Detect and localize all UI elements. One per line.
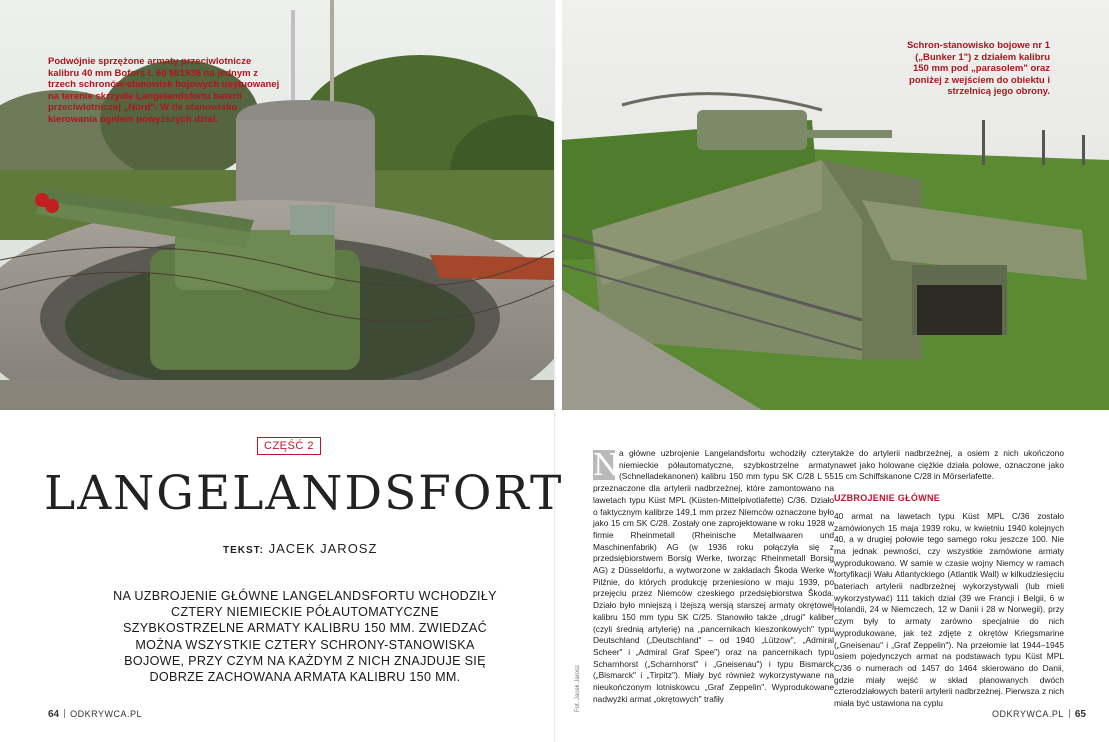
article-title: LANGELANDSFORT [44,466,564,521]
subheading: UZBROJENIE GŁÓWNE [834,493,941,504]
body-paragraph [593,448,834,705]
page-spine [554,0,556,742]
drop-cap: N [593,448,620,483]
caption-right-photo: Schron-stanowisko bojowe nr 1 („Bunker 1") z działem kalibru 150 mm pod „parasolem" oraz poniżej z wejściem do obiektu i strzelnicą jego obrony. [906,40,1050,97]
site-link-right[interactable]: ODKRYWCA.PL [992,709,1064,719]
page-number-left: 64 [48,709,60,720]
part-tag: CZĘŚĆ 2 [257,437,321,455]
footer-right [992,709,1086,720]
footer-divider [64,709,65,718]
footer-divider [1069,709,1070,718]
byline-label: TEKST: [223,545,264,556]
body-column-2 [834,448,1064,710]
caption-left-photo: Podwójnie sprzężone armaty przeciwlotnicze kalibru 40 mm Bofors L 60 M/1938 na jednym z trzech schronów-stanowisk bojowych usytuowanej na terenie skrzydle Langelandsfortu baterii przeciwlotniczej „Nord". W tle stanowisko kierowania ogniem powyższych dział. [48,56,280,125]
photo-credit: Fot. Jacek Jarosz [575,664,581,712]
body-paragraph: także do artylerii nadbrzeżnej, a osiem z nich ukończono nawet jako holowane ciężkie działa polowe, oznaczone jako 15 cm Schiffskanone C/28 in Mörserlafette. [834,448,1064,482]
lead-paragraph: NA UZBROJENIE GŁÓWNE LANGELANDSFORTU WCHODZIŁY CZTERY NIEMIECKIE PÓŁAUTOMATYCZNE SZYBKOSTRZELNE ARMATY KALIBRU 150 MM. ZWIEDZAĆ MOŻNA WSZYSTKIE CZTERY SCHRONY-STANOWISKA BOJOWE, PRZY CZYM NA KAŻDYM Z NICH ZNAJDUJE SIĘ DOBRZE ZACHOWANA ARMATA KALIBRU 150 MM. [113,589,497,685]
site-link-left[interactable]: ODKRYWCA.PL [70,709,142,719]
author-name: JACEK JAROSZ [268,541,378,556]
body-paragraph: 40 armat na lawetach typu Küst MPL C/36 zostało zamówionych 15 maja 1939 roku, w kwietniu 1940 kolejnych 40, a w drugiej połowie tego samego roku jeszcze 100. Nie ma jednak pewności, czy wszystkie zamówione armaty wyprodukowano. W samie w czasie wojny Niemcy w ramach fortyfikacji Wału Atlantyckiego (Atlantik Wall) w kilkudziesięciu bateriach artylerii nadbrzeżnej wykorzystywali (lub mieli wykorzystywać) 111 takich dział (39 we Francji i Belgii, 6 w Holandii, 24 w Niemczech, 12 w Danii i 28 w Norwegii), przy czym były to armaty zarówno specjalnie do nich wyprodukowane, jak też zdjęte z okrętów Kriegsmarine („Gneisenau" i „Graf Zeppelin"). Na przełomie lat 1944–1945 osiem pojedynczych armat na podstawach typu Küst MPL C/36 o numerach od 1457 do 1464 skierowano do Danii, gdzie miały wejść w skład planowanych dwóch czterodziałowych baterii artylerii nadbrzeżnej. Pierwsza z nich miała być ustawiona na cyplu [834,510,1064,709]
body-text: a główne uzbrojenie Langelandsfortu wchodziły cztery niemieckie półautomatyczne, szybkostrzelne armaty (Schnelladekanonen) kalibru 150 mm typu SK C/28 L 55 przeznaczone dla artylerii nadbrzeżnej, które zamontowano na lawetach typu Küst MPL (Küsten-Mittelpivotlafette) C/36. Działo o faktycznym kalibrze 149,1 mm przez Niemców oznaczone było jako 15 cm SK C/28. Zostały one zaprojektowane w roku 1928 w firmie Rheinmetall (Rheinische Metallwaaren und Maschinenfabrik) AG (w 1936 roku połączyła się z przedsiębiorstwem Borsig Werke, tworząc Rheinmetall Borsig AG) z Düsseldorfu, a wytworzone w zakładach Škoda Werke w Pilźnie, do których produkcję przeniesiono w maju 1939, po przejęciu przez Niemców czeskiego przedsiębiorstwa Škoda. Działo było mniejszą i lżejszą wersją starszej armaty okrętowej kalibru 150 mm typu SK C/25. Stanowiło także „drugi" kaliber (czyli średnią artylerię) na „pancernikach kieszonkowych" typu Deutschland („Deutschland" – od 1940 „Lützow", „Admiral Scheer" i „Admiral Graf Spee") oraz na pancernikach typu Scharnhorst („Scharnhorst" i „Gneisenau") i typu Bismarck („Bismarck" i „Tirpitz"). Miały być również wykorzystywane na nieukończonym lotniskowcu „Graf Zeppelin". Wyprodukowane nadwyżki armat „okrętowych" trafiły [593,448,834,704]
footer-left [48,709,142,720]
page-number-right: 65 [1074,709,1086,720]
body-column-1 [593,448,834,705]
byline [223,541,377,556]
